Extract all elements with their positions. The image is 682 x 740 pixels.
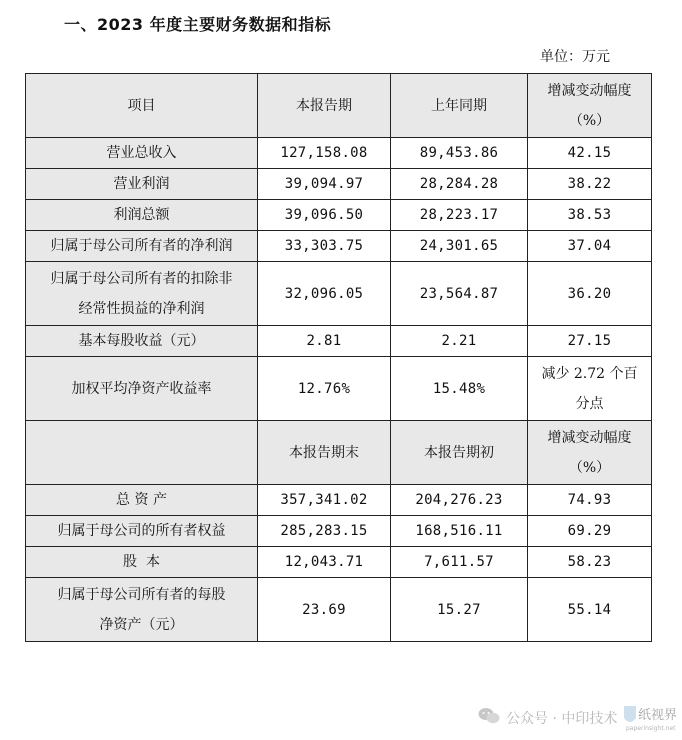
header-current-period: 本报告期 bbox=[258, 74, 391, 138]
row-label: 加权平均净资产收益率 bbox=[26, 357, 258, 421]
table-row bbox=[26, 262, 652, 326]
cell-prior: 28,284.28 bbox=[391, 169, 528, 200]
header-change-line2: （%） bbox=[568, 459, 611, 476]
cell-current: 39,096.50 bbox=[258, 200, 391, 231]
cell-prior: 28,223.17 bbox=[391, 200, 528, 231]
table-row bbox=[26, 200, 652, 231]
cell-current: 2.81 bbox=[258, 326, 391, 357]
row-label: 基本每股收益（元） bbox=[26, 326, 258, 357]
wechat-icon bbox=[478, 707, 500, 725]
cell-prior: 24,301.65 bbox=[391, 231, 528, 262]
row-label: 归属于母公司所有者的净利润 bbox=[26, 231, 258, 262]
logo-site: paperinsight.net bbox=[626, 725, 676, 732]
cell-current: 39,094.97 bbox=[258, 169, 391, 200]
header-period-start: 本报告期初 bbox=[391, 421, 528, 485]
cell-current: 285,283.15 bbox=[258, 516, 391, 547]
table-row bbox=[26, 138, 652, 169]
row-label: 营业总收入 bbox=[26, 138, 258, 169]
cell-change: 37.04 bbox=[528, 231, 652, 262]
header-period-end: 本报告期末 bbox=[258, 421, 391, 485]
row-label: 利润总额 bbox=[26, 200, 258, 231]
cell-prior: 23,564.87 bbox=[391, 262, 528, 326]
cell-prior: 15.48% bbox=[391, 357, 528, 421]
watermark-text: 公众号 · 中印技术 bbox=[506, 711, 618, 727]
table-row bbox=[26, 357, 652, 421]
table-row bbox=[26, 547, 652, 578]
row-label: 总 资 产 bbox=[26, 485, 258, 516]
cell-change: 42.15 bbox=[528, 138, 652, 169]
cell-prior: 89,453.86 bbox=[391, 138, 528, 169]
paperinsight-logo-icon bbox=[620, 702, 678, 734]
cell-change: 69.29 bbox=[528, 516, 652, 547]
cell-current: 33,303.75 bbox=[258, 231, 391, 262]
header-change bbox=[528, 74, 652, 138]
cell-current: 32,096.05 bbox=[258, 262, 391, 326]
header-change-line1: 增减变动幅度 bbox=[547, 429, 632, 446]
row-label bbox=[26, 578, 258, 642]
cell-prior: 7,611.57 bbox=[391, 547, 528, 578]
financial-data-table bbox=[25, 73, 652, 642]
cell-change bbox=[528, 357, 652, 421]
row-label: 营业利润 bbox=[26, 169, 258, 200]
row-label bbox=[26, 262, 258, 326]
table-row bbox=[26, 231, 652, 262]
cell-change: 38.53 bbox=[528, 200, 652, 231]
unit-note: 单位：万元 bbox=[540, 49, 610, 65]
row-label-line2: 经常性损益的净利润 bbox=[78, 300, 205, 317]
logo-text: 纸视界 bbox=[638, 708, 678, 723]
cell-prior: 204,276.23 bbox=[391, 485, 528, 516]
cell-prior: 168,516.11 bbox=[391, 516, 528, 547]
cell-change: 55.14 bbox=[528, 578, 652, 642]
row-label-line1: 归属于母公司所有者的扣除非 bbox=[50, 270, 233, 287]
table-subheader-row bbox=[26, 421, 652, 485]
table-row bbox=[26, 516, 652, 547]
cell-current: 23.69 bbox=[258, 578, 391, 642]
row-label: 股 本 bbox=[26, 547, 258, 578]
row-label-line2: 净资产（元） bbox=[99, 616, 184, 633]
watermark bbox=[470, 700, 678, 734]
cell-current: 127,158.08 bbox=[258, 138, 391, 169]
cell-prior: 2.21 bbox=[391, 326, 528, 357]
table-row bbox=[26, 485, 652, 516]
cell-change-line1: 减少 2.72 个百 bbox=[541, 365, 638, 382]
cell-change: 27.15 bbox=[528, 326, 652, 357]
cell-current: 12,043.71 bbox=[258, 547, 391, 578]
table-row bbox=[26, 169, 652, 200]
subheader-blank bbox=[26, 421, 258, 485]
header-change-line1: 增减变动幅度 bbox=[547, 82, 632, 99]
page-title: 一、2023 年度主要财务数据和指标 bbox=[64, 15, 332, 34]
cell-current: 12.76% bbox=[258, 357, 391, 421]
header-change-line2: （%） bbox=[568, 112, 611, 129]
cell-change: 38.22 bbox=[528, 169, 652, 200]
cell-current: 357,341.02 bbox=[258, 485, 391, 516]
header-prior-period: 上年同期 bbox=[391, 74, 528, 138]
cell-change: 36.20 bbox=[528, 262, 652, 326]
header-change bbox=[528, 421, 652, 485]
cell-change-line2: 分点 bbox=[575, 395, 604, 412]
header-item: 项目 bbox=[26, 74, 258, 138]
table-header-row bbox=[26, 74, 652, 138]
cell-prior: 15.27 bbox=[391, 578, 528, 642]
row-label: 归属于母公司的所有者权益 bbox=[26, 516, 258, 547]
table-row bbox=[26, 578, 652, 642]
cell-change: 58.23 bbox=[528, 547, 652, 578]
row-label-line1: 归属于母公司所有者的每股 bbox=[57, 586, 226, 603]
table-row bbox=[26, 326, 652, 357]
cell-change: 74.93 bbox=[528, 485, 652, 516]
